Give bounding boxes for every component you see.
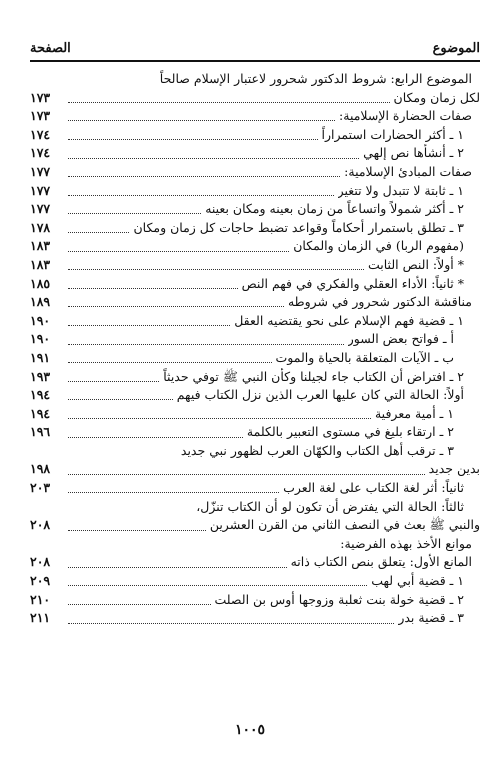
toc-entry bbox=[30, 237, 480, 256]
toc-entry bbox=[30, 423, 480, 442]
toc-entry-title: لكل زمان ومكان bbox=[393, 89, 480, 105]
toc-entry bbox=[30, 442, 480, 461]
toc-entry-title: ١ ـ أمية معرفية bbox=[374, 405, 454, 421]
toc-entry-title: والنبي ﷺ بعث في النصف الثاني من القرن العشرين bbox=[209, 517, 480, 533]
toc-entry-title: ب ـ الآيات المتعلقة بالحياة والموت bbox=[275, 349, 454, 365]
leader-dots bbox=[68, 483, 279, 493]
toc-entry-title: ١ ـ قضية أبي لهب bbox=[371, 573, 464, 589]
toc-entry-page: ١٩٣ bbox=[30, 368, 51, 384]
toc-entry-page: ١٧٤ bbox=[30, 126, 51, 142]
leader-dots bbox=[68, 353, 272, 363]
toc-entry-title: ٢ ـ افتراض أن الكتاب جاء لجيلنا وكأن النبي ﷺ توفي حديثاً bbox=[163, 368, 464, 384]
toc-entry-title: ٣ ـ ترقب أهل الكتاب والكهّان العرب لظهور نبي جديد bbox=[180, 442, 454, 458]
leader-dots bbox=[68, 521, 206, 531]
toc-entry bbox=[30, 479, 480, 498]
toc-entry-title: موانع الأخذ بهذه الفرضية: bbox=[340, 535, 472, 551]
toc-entry bbox=[30, 70, 480, 89]
toc-entry-title: أولاً: الحالة التي كان عليها العرب الذين نزل الكتاب فيهم bbox=[176, 387, 464, 403]
leader-dots bbox=[68, 149, 359, 159]
toc-entry-title: ثالثاً: الحالة التي يفترض أن تكون لو أن الكتاب تنزّل، bbox=[196, 498, 464, 514]
toc-entry-title: صفات المبادئ الإسلامية: bbox=[344, 163, 472, 179]
leader-dots bbox=[68, 465, 425, 475]
toc-entry-title: ثانياً: أثر لغة الكتاب على لغة العرب bbox=[283, 480, 464, 496]
toc-entry bbox=[30, 368, 480, 387]
leader-dots bbox=[68, 223, 129, 233]
leader-dots bbox=[68, 242, 289, 252]
toc-entry-title: * أولاً: النص الثابت bbox=[367, 256, 464, 272]
toc-entry bbox=[30, 144, 480, 163]
toc-entry bbox=[30, 498, 480, 517]
toc-entry-page: ١٩٨ bbox=[30, 461, 51, 477]
toc-entry-page: ٢١١ bbox=[30, 610, 51, 626]
toc-entry-page: ١٩٤ bbox=[30, 387, 51, 403]
toc-entry bbox=[30, 591, 480, 610]
table-of-contents bbox=[30, 70, 480, 628]
toc-entry bbox=[30, 163, 480, 182]
toc-entry-page: ١٩٠ bbox=[30, 312, 51, 328]
toc-entry-title: صفات الحضارة الإسلامية: bbox=[339, 108, 472, 124]
toc-entry-page: ٢٠٨ bbox=[30, 554, 51, 570]
leader-dots bbox=[68, 335, 344, 345]
toc-entry-title: (مفهوم الربا) في الزمان والمكان bbox=[293, 238, 464, 254]
leader-dots bbox=[68, 428, 243, 438]
page-header bbox=[30, 34, 480, 56]
toc-entry-page: ١٩٤ bbox=[30, 405, 51, 421]
leader-dots bbox=[68, 316, 230, 326]
leader-dots bbox=[68, 614, 394, 624]
toc-entry-page: ١٧٧ bbox=[30, 163, 51, 179]
toc-entry-title: ٣ ـ تطلق باستمرار أحكاماً وقواعد تضبط حاجات كل زمان ومكان bbox=[133, 219, 464, 235]
toc-entry-page: ١٧٧ bbox=[30, 182, 51, 198]
toc-entry bbox=[30, 200, 480, 219]
toc-entry-title: ١ ـ ثابتة لا تتبدل ولا تتغير bbox=[337, 182, 464, 198]
toc-entry-title: أ ـ فواتح بعض السور bbox=[347, 331, 454, 347]
toc-entry bbox=[30, 182, 480, 201]
leader-dots bbox=[68, 576, 367, 586]
toc-entry-page: ١٧٧ bbox=[30, 201, 51, 217]
page-column-label: الصفحة bbox=[30, 41, 71, 56]
leader-dots bbox=[68, 390, 173, 400]
toc-entry-title: ١ ـ أكثر الحضارات استمراراً bbox=[321, 126, 464, 142]
toc-entry-title: ٢ ـ أكثر شمولاً واتساعاً من زمان بعينه ومكان بعينه bbox=[205, 201, 464, 217]
leader-dots bbox=[68, 111, 335, 121]
toc-entry bbox=[30, 516, 480, 535]
toc-entry-page: ١٨٣ bbox=[30, 238, 51, 254]
toc-entry bbox=[30, 553, 480, 572]
toc-entry-title: المانع الأول: يتعلق بنص الكتاب ذاته bbox=[290, 554, 472, 570]
toc-entry bbox=[30, 349, 480, 368]
toc-entry-title: ٢ ـ قضية خولة بنت ثعلبة وزوجها أوس بن الصلت bbox=[214, 591, 464, 607]
leader-dots bbox=[68, 279, 238, 289]
toc-entry-page: ٢٠٨ bbox=[30, 517, 51, 533]
leader-dots bbox=[68, 204, 201, 214]
leader-dots bbox=[68, 167, 340, 177]
toc-entry bbox=[30, 312, 480, 331]
toc-entry bbox=[30, 330, 480, 349]
toc-entry bbox=[30, 405, 480, 424]
toc-entry bbox=[30, 572, 480, 591]
toc-entry bbox=[30, 89, 480, 108]
header-rule bbox=[30, 60, 480, 62]
toc-entry-title: ١ ـ قضية فهم الإسلام على نحو يقتضيه العقل bbox=[234, 312, 464, 328]
toc-entry bbox=[30, 535, 480, 554]
toc-entry-page: ١٩١ bbox=[30, 349, 51, 365]
toc-entry-page: ١٨٥ bbox=[30, 275, 51, 291]
toc-entry bbox=[30, 386, 480, 405]
toc-entry-page: ١٧٨ bbox=[30, 219, 51, 235]
leader-dots bbox=[68, 409, 371, 419]
toc-entry-page: ١٧٣ bbox=[30, 89, 51, 105]
toc-entry bbox=[30, 609, 480, 628]
toc-entry-page: ٢١٠ bbox=[30, 591, 51, 607]
toc-entry-title: ٢ ـ أنشأها نص إلهي bbox=[363, 145, 464, 161]
leader-dots bbox=[68, 595, 211, 605]
toc-entry-title: مناقشة الدكتور شحرور في شروطه bbox=[287, 294, 472, 310]
toc-entry-page: ٢٠٣ bbox=[30, 480, 51, 496]
toc-entry bbox=[30, 275, 480, 294]
leader-dots bbox=[68, 558, 287, 568]
toc-entry-title: بدين جديد bbox=[428, 461, 480, 477]
toc-entry-page: ١٧٣ bbox=[30, 108, 51, 124]
toc-entry-title: * ثانياً: الأداء العقلي والفكري في فهم النص bbox=[241, 275, 464, 291]
leader-dots bbox=[68, 297, 284, 307]
toc-entry-title: ٢ ـ ارتقاء بليغ في مستوى التعبير بالكلمة bbox=[246, 424, 454, 440]
toc-entry-page: ٢٠٩ bbox=[30, 573, 51, 589]
leader-dots bbox=[68, 186, 334, 196]
toc-entry-page: ١٩٦ bbox=[30, 424, 51, 440]
toc-entry bbox=[30, 460, 480, 479]
toc-entry-page: ١٨٣ bbox=[30, 256, 51, 272]
toc-entry-page: ١٨٩ bbox=[30, 294, 51, 310]
toc-entry-page: ١٧٤ bbox=[30, 145, 51, 161]
page-number: ١٠٠٥ bbox=[234, 722, 266, 738]
leader-dots bbox=[68, 93, 390, 103]
leader-dots bbox=[68, 372, 159, 382]
leader-dots bbox=[68, 130, 318, 140]
toc-entry-title: الموضوع الرابع: شروط الدكتور شحرور لاعتبار الإسلام صالحاً bbox=[159, 71, 472, 86]
topic-column-label: الموضوع bbox=[432, 41, 480, 56]
toc-entry-title: ٣ ـ قضية بدر bbox=[398, 610, 464, 626]
toc-entry bbox=[30, 219, 480, 238]
toc-entry bbox=[30, 256, 480, 275]
toc-entry bbox=[30, 293, 480, 312]
toc-entry bbox=[30, 126, 480, 145]
toc-entry-page: ١٩٠ bbox=[30, 331, 51, 347]
toc-entry bbox=[30, 107, 480, 126]
leader-dots bbox=[68, 260, 364, 270]
